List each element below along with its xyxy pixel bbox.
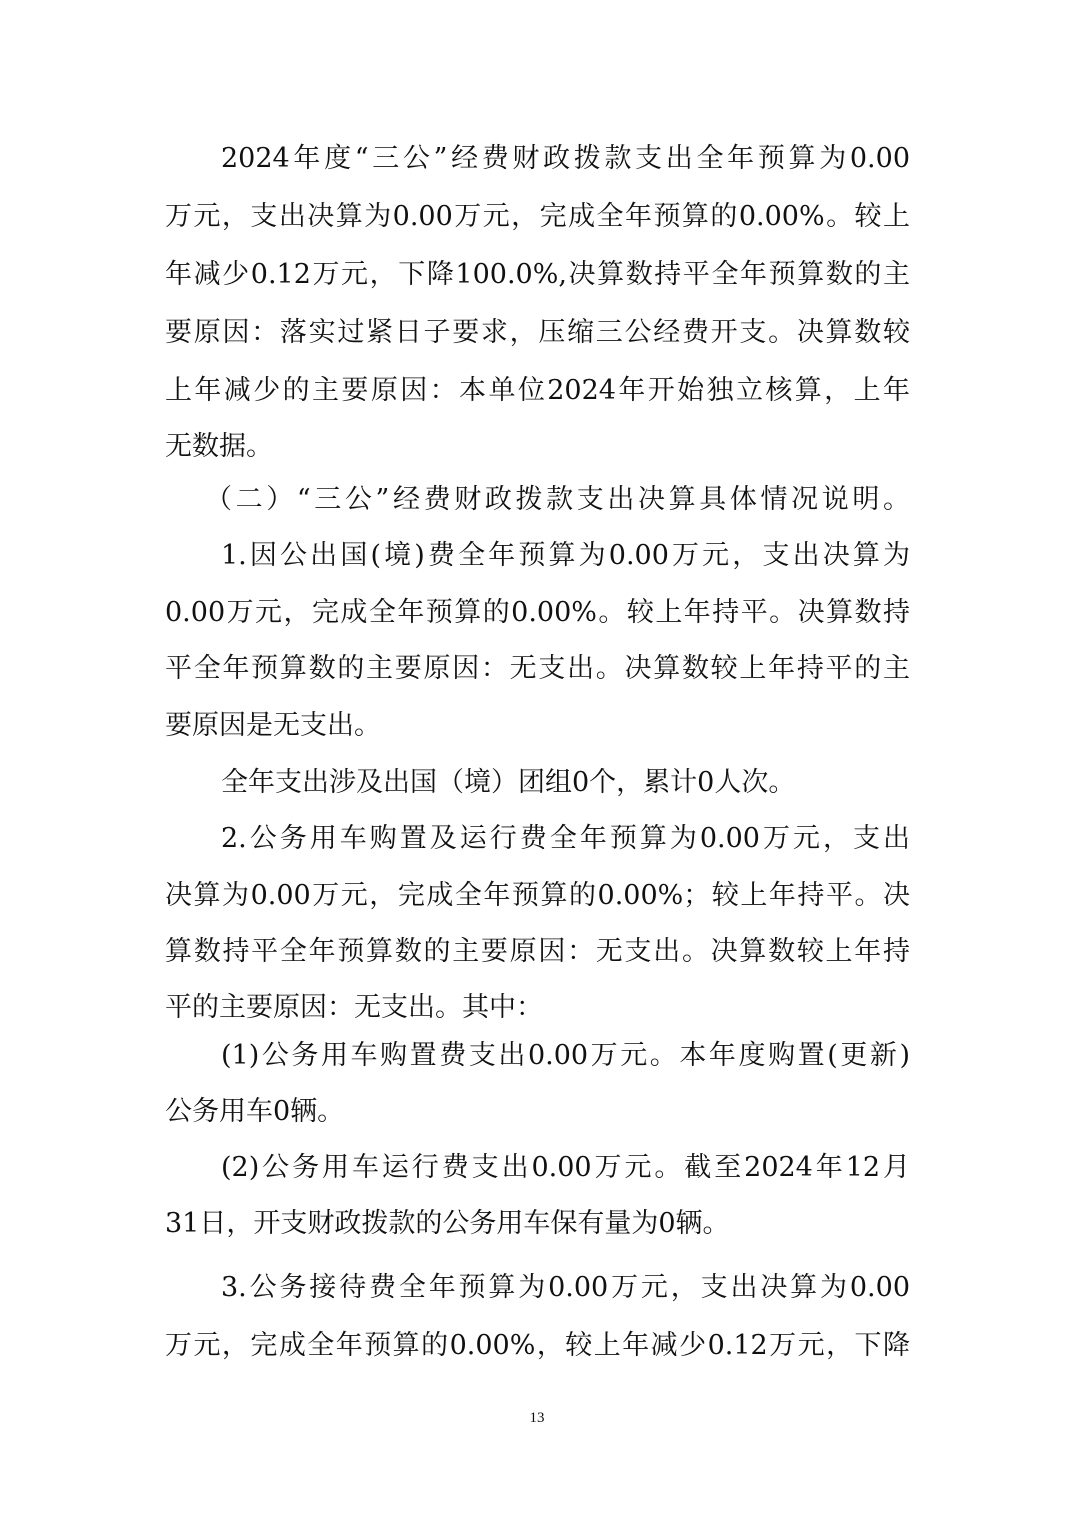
paragraph-line: 万元，支出决算为0.00万元，完成全年预算的0.00%。较上: [165, 201, 910, 232]
paragraph-line: 公务用车0辆。: [165, 1096, 345, 1127]
paragraph-line: 全年支出涉及出国（境）团组0个，累计0人次。: [221, 767, 796, 798]
paragraph-line: 1.因公出国(境)费全年预算为0.00万元，支出决算为: [221, 540, 910, 571]
paragraph-line: 上年减少的主要原因：本单位2024年开始独立核算，上年: [165, 375, 910, 406]
paragraph-line: 2024年度“三公”经费财政拨款支出全年预算为0.00: [221, 143, 910, 174]
paragraph-line: 要原因是无支出。: [165, 710, 381, 741]
paragraph-line: 要原因：落实过紧日子要求，压缩三公经费开支。决算数较: [165, 317, 910, 348]
paragraph-line: 平全年预算数的主要原因：无支出。决算数较上年持平的主: [165, 653, 910, 684]
paragraph-line: 31日，开支财政拨款的公务用车保有量为0辆。: [165, 1208, 730, 1239]
paragraph-line: (2)公务用车运行费支出0.00万元。截至2024年12月: [221, 1152, 910, 1183]
paragraph-line: 平的主要原因：无支出。其中：: [165, 992, 543, 1023]
paragraph-line: 万元，完成全年预算的0.00%，较上年减少0.12万元，下降: [165, 1330, 910, 1361]
paragraph-line: 无数据。: [165, 431, 273, 462]
paragraph-line: (1)公务用车购置费支出0.00万元。本年度购置(更新): [221, 1040, 910, 1071]
paragraph-line: 3.公务接待费全年预算为0.00万元，支出决算为0.00: [221, 1272, 910, 1303]
paragraph-line: 2.公务用车购置及运行费全年预算为0.00万元，支出: [221, 823, 910, 854]
paragraph-line: 0.00万元，完成全年预算的0.00%。较上年持平。决算数持: [165, 597, 910, 628]
page-number: 13: [529, 1410, 545, 1426]
section-heading: （二）“三公”经费财政拨款支出决算具体情况说明。: [205, 484, 910, 515]
paragraph-line: 年减少0.12万元，下降100.0%,决算数持平全年预算数的主: [165, 259, 910, 290]
paragraph-line: 算数持平全年预算数的主要原因：无支出。决算数较上年持: [165, 936, 910, 967]
paragraph-line: 决算为0.00万元，完成全年预算的0.00%；较上年持平。决: [165, 880, 910, 911]
